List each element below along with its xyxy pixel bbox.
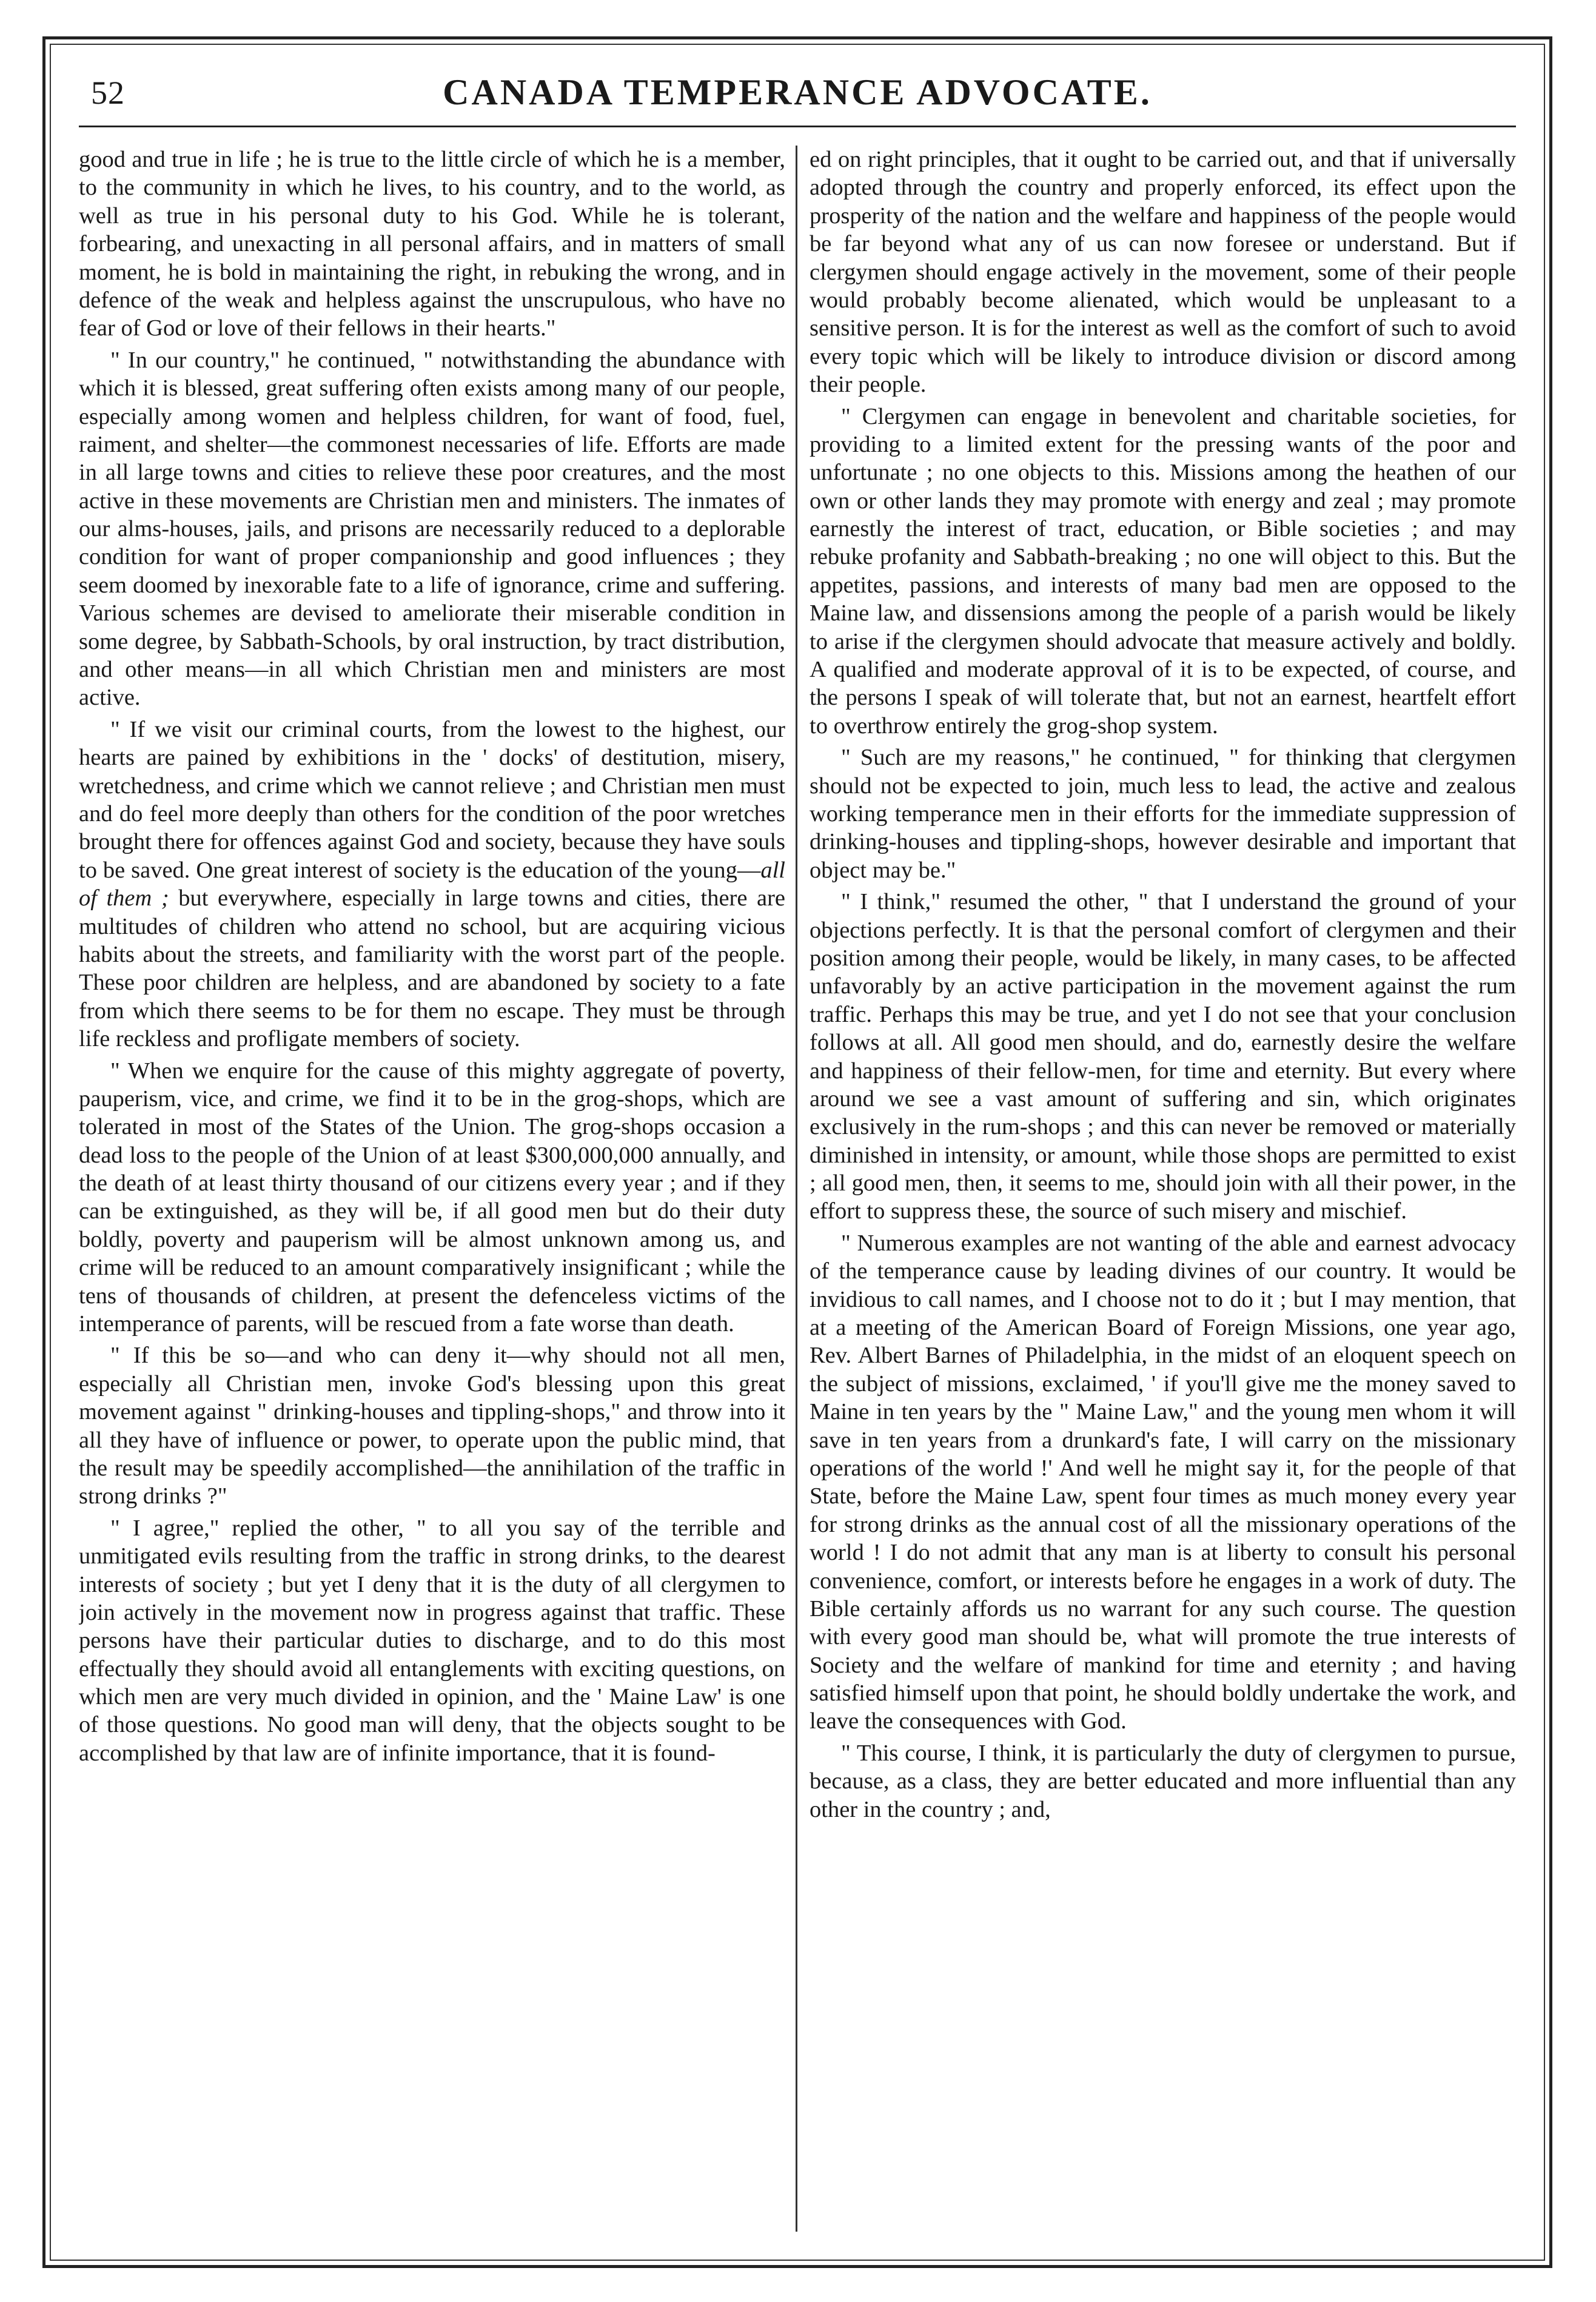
left-column: [79, 146, 785, 2232]
right-column: [810, 146, 1516, 2232]
paragraph: good and true in life ; he is true to the little circle of which he is a member, to the community in which he lives, to his country, and to the world, as well as true in his personal duty to his God. While he is tolerant, forbearing, and unexacting in all personal affairs, and in matters of small moment, he is bold in maintaining the right, in rebuking the wrong, and in defence of the weak and helpless against the unscrupulous, who have no fear of God or love of their fellows in their hearts.": [79, 147, 785, 341]
paragraph: ed on right principles, that it ought to be carried out, and that if universally adopted through the country and properly enforced, its effect upon the prosperity of the nation and the welfare and happiness of the people would be far beyond what any of us can now foresee or understand. But if clergymen should engage actively in the movement, some of their people would probably become alienated, which would be unpleasant to a sensitive person. It is for the interest as well as the comfort of such to avoid every topic which will be likely to introduce division or discord among their people.: [810, 147, 1516, 398]
paragraph: [79, 716, 785, 1053]
paragraph-text: but everywhere, especially in large towns and cities, there are multitudes of children who attend no school, but are acquiring vicious habits about the streets, and familiarity with the worst part of the people. These poor children are helpless, and are abandoned by society to a fate from which there seems to be for them no escape. They must be through life reckless and profligate members of society.: [79, 885, 785, 1052]
paragraph: " I agree," replied the other, " to all you say of the terrible and unmitigated evils resulting from the traffic in strong drinks, to the dearest interests of society ; but yet I deny that it is the duty of all clergymen to join actively in the movement now in progress against that traffic. These persons have their particular duties to discharge, and to do this most effectually they should avoid all entanglements with exciting questions, on which men are very much divided in opinion, and the ' Maine Law' is one of those questions. No good man will deny, that the objects sought to be accomplished by that law are of infinite importance, that it is found-: [79, 1515, 785, 1766]
paragraph: " When we enquire for the cause of this mighty aggregate of poverty, pauperism, vice, and crime, we find it to be in the grog-shops, which are tolerated in most of the States of the Union. The grog-shops occasion a dead loss to the people of the Union of at least $300,000,000 annually, and the death of at least thirty thousand of our citizens every year ; and if they can be extinguished, as they will be, if all good men but do their duty boldly, poverty and pauperism will be almost unknown among us, and crime will be reduced to an amount comparatively insignificant ; while the tens of thousands of children, at present the defenceless victims of the intemperance of parents, will be rescued from a fate worse than death.: [79, 1058, 785, 1337]
paragraph: " If this be so—and who can deny it—why should not all men, especially all Christian men, invoke God's blessing upon this great movement against " drinking-houses and tippling-shops," and throw into it all they have of influence or power, to operate upon the public mind, that the result may be speedily accomplished—the annihilation of the traffic in strong drinks ?": [79, 1343, 785, 1509]
paragraph: " I think," resumed the other, " that I understand the ground of your objections perfectly. It is that the personal comfort of clergymen and their position among their people, would be likely, in many cases, to be affected unfavorably by an active participation in the movement against the rum traffic. Perhaps this may be true, and yet I do not see that your conclusion follows at all. All good men should, and do, earnestly desire the welfare and happiness of their fellow-men, for time and eternity. But every where around we see a vast amount of suffering and sin, which originates exclusively in the rum-shops ; and this can never be removed or materially diminished in intensity, or amount, while those shops are permitted to exist ; all good men, then, it seems to me, should join with all their power, in the effort to suppress these, the source of such misery and mischief.: [810, 889, 1516, 1224]
emphasis-text: all of them ;: [79, 857, 785, 911]
paragraph: " In our country," he continued, " notwithstanding the abundance with which it is blessed, great suffering often exists among many of our people, especially among women and helpless children, for want of food, fuel, raiment, and shelter—the commonest necessaries of life. Efforts are made in all large towns and cities to relieve these poor creatures, and the most active in these movements are Christian men and ministers. The inmates of our alms-houses, jails, and prisons are necessarily reduced to a deplorable condition for want of proper companionship and good influences ; they seem doomed by inexorable fate to a life of ignorance, crime and suffering. Various schemes are devised to ameliorate their miserable condition in some degree, by Sabbath-Schools, by oral instruction, by tract distribution, and other means—in all which Christian men and ministers are most active.: [79, 347, 785, 711]
paragraph: " This course, I think, it is particularly the duty of clergymen to pursue, because, as a class, they are better educated and more influential than any other in the country ; and,: [810, 1740, 1516, 1822]
page-header: [79, 61, 1516, 127]
page-number: 52: [91, 75, 125, 111]
article-body: [79, 146, 1516, 2232]
paragraph-text: " If we visit our criminal courts, from the lowest to the highest, our hearts are pained by exhibitions in the ' docks' of destitution, misery, wretchedness, and crime which we cannot relieve ; and Christian men must and do feel more deeply than others for the condition of the poor wretches brought there for offences against God and society, because they have souls to be saved. One great interest of society is the education of the young—: [79, 716, 785, 883]
column-divider: [796, 146, 797, 2232]
paragraph: " Such are my reasons," he continued, " for thinking that clergymen should not be expected to join, much less to lead, the active and zealous working temperance men in their efforts for the immediate suppression of drinking-houses and tippling-shops, however desirable and important that object may be.": [810, 745, 1516, 883]
paragraph: " Numerous examples are not wanting of the able and earnest advocacy of the temperance cause by leading divines of our country. It would be invidious to call names, and I choose not to do it ; but I may mention, that at a meeting of the American Board of Foreign Missions, one year ago, Rev. Albert Barnes of Philadelphia, in the midst of an eloquent speech on the subject of missions, exclaimed, ' if you'll give me the money saved to Maine in ten years by the " Maine Law," and the young men whom it will save in ten years from a drunkard's fate, I will carry on the missionary operations of the world !' And well he might say it, for the people of that State, before the Maine Law, spent four times as much money every year for strong drinks as the annual cost of all the missionary operations of the world ! I do not admit that any man is at liberty to consult his personal convenience, comfort, or interests before he engages in a work of duty. The Bible certainly affords us no warrant for any such course. The question with every good man should be, what will promote the true interests of Society and the welfare of mankind for time and eternity ; and having satisfied himself upon that point, he should boldly undertake the work, and leave the consequences with God.: [810, 1230, 1516, 1734]
masthead-title: CANADA TEMPERANCE ADVOCATE.: [443, 72, 1152, 112]
paragraph: " Clergymen can engage in benevolent and charitable societies, for providing to a limited extent for the pressing wants of the poor and unfortunate ; no one objects to this. Missions among the heathen of our own or other lands they may promote with energy and zeal ; may promote earnestly the interest of tract, education, or Bible societies ; and may rebuke profanity and Sabbath-breaking ; no one will object to this. But the appetites, passions, and interests of many bad men are opposed to the Maine law, and dissensions among the people of a parish would be likely to arise if the clergymen should advocate that measure actively and boldly. A qualified and moderate approval of it is to be expected, of course, and the persons I speak of will tolerate that, but not an earnest, heartfelt effort to overthrow entirely the grog-shop system.: [810, 403, 1516, 739]
